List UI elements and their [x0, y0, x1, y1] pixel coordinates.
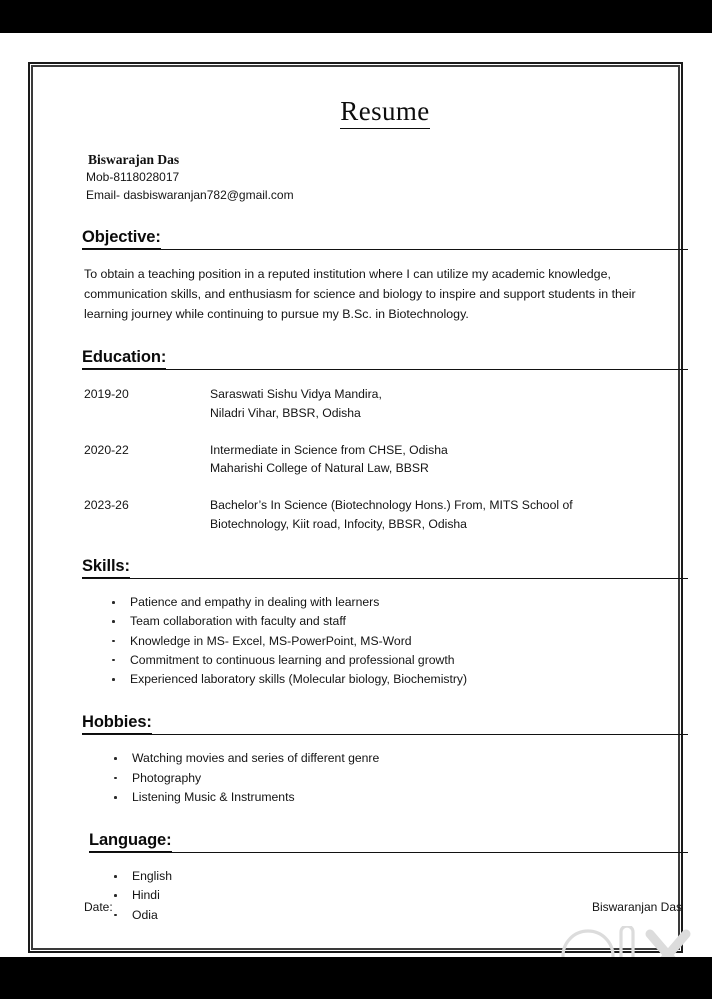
education-detail-line: Maharishi College of Natural Law, BBSR	[210, 461, 429, 476]
section-rule-language	[89, 852, 688, 853]
table-row	[82, 496, 688, 533]
education-years: 2020-22	[84, 442, 129, 457]
list-item: Knowledge in MS- Excel, MS-PowerPoint, MS-Word	[112, 632, 688, 651]
scanned-page-area	[0, 33, 712, 957]
section-heading-skills	[82, 557, 688, 579]
section-heading-hobbies-label: Hobbies:	[82, 713, 152, 734]
list-item: English	[114, 867, 688, 886]
section-heading-education	[82, 348, 688, 370]
list-item: Listening Music & Instruments	[114, 788, 688, 807]
section-rule-education	[82, 369, 688, 370]
education-detail-line: Intermediate in Science from CHSE, Odisha	[210, 442, 448, 457]
list-item: Odia	[114, 906, 688, 925]
list-item: Commitment to continuous learning and professional growth	[112, 651, 688, 670]
section-heading-hobbies	[82, 713, 688, 735]
education-detail-line: Biotechnology, Kiit road, Infocity, BBSR, Odisha	[210, 516, 467, 531]
page-title-text: Resume	[340, 96, 429, 129]
education-detail-line: Bachelor’s In Science (Biotechnology Hons.) From, MITS School of	[210, 498, 573, 513]
education-years: 2019-20	[84, 387, 129, 402]
education-years: 2023-26	[84, 498, 129, 513]
page-border-frame	[28, 62, 683, 953]
letterbox-bar-bottom	[0, 957, 712, 999]
hobbies-list	[82, 749, 688, 807]
list-item: Experienced laboratory skills (Molecular biology, Biochemistry)	[112, 670, 688, 689]
section-heading-objective-label: Objective:	[82, 228, 161, 249]
language-list	[82, 867, 688, 925]
education-detail	[210, 385, 688, 441]
education-detail-line: Niladri Vihar, BBSR, Odisha	[210, 405, 361, 420]
contact-block	[86, 151, 688, 204]
education-detail	[210, 496, 688, 533]
education-detail-line: Saraswati Sishu Vidya Mandira,	[210, 387, 382, 402]
list-item: Hindi	[114, 886, 688, 905]
letterbox-bar-top	[0, 0, 712, 33]
section-rule-objective	[82, 249, 688, 250]
table-row	[82, 441, 688, 497]
list-item: Team collaboration with faculty and staff	[112, 612, 688, 631]
list-item: Patience and empathy in dealing with learners	[112, 593, 688, 612]
table-row	[82, 385, 688, 441]
date-label: Date:	[84, 900, 113, 914]
section-heading-skills-label: Skills:	[82, 557, 130, 578]
section-heading-objective	[82, 228, 688, 250]
education-table	[82, 385, 688, 533]
section-rule-hobbies	[82, 734, 688, 735]
list-item: Photography	[114, 769, 688, 788]
section-rule-skills	[82, 578, 688, 579]
section-heading-language	[82, 831, 688, 853]
section-heading-language-label: Language:	[89, 831, 172, 852]
resume-content	[82, 72, 688, 947]
candidate-email: Email- dasbiswaranjan782@gmail.com	[86, 187, 294, 202]
education-detail	[210, 441, 688, 497]
objective-paragraph: To obtain a teaching position in a reputed institution where I can utilize my academic knowledge, communication skills, and enthusiasm for science and biology to inspire and support students in their learning journey while continuing to pursue my B.Sc. in Biotechnology.	[84, 267, 636, 322]
candidate-name: Biswarajan Das	[88, 152, 180, 167]
skills-list	[82, 593, 688, 689]
signature-name: Biswaranjan Das	[591, 900, 682, 914]
candidate-mobile: Mob-8118028017	[86, 170, 180, 185]
section-heading-education-label: Education:	[82, 348, 166, 369]
list-item: Watching movies and series of different genre	[114, 749, 688, 768]
document-footer	[84, 900, 688, 914]
page-title	[82, 98, 688, 125]
